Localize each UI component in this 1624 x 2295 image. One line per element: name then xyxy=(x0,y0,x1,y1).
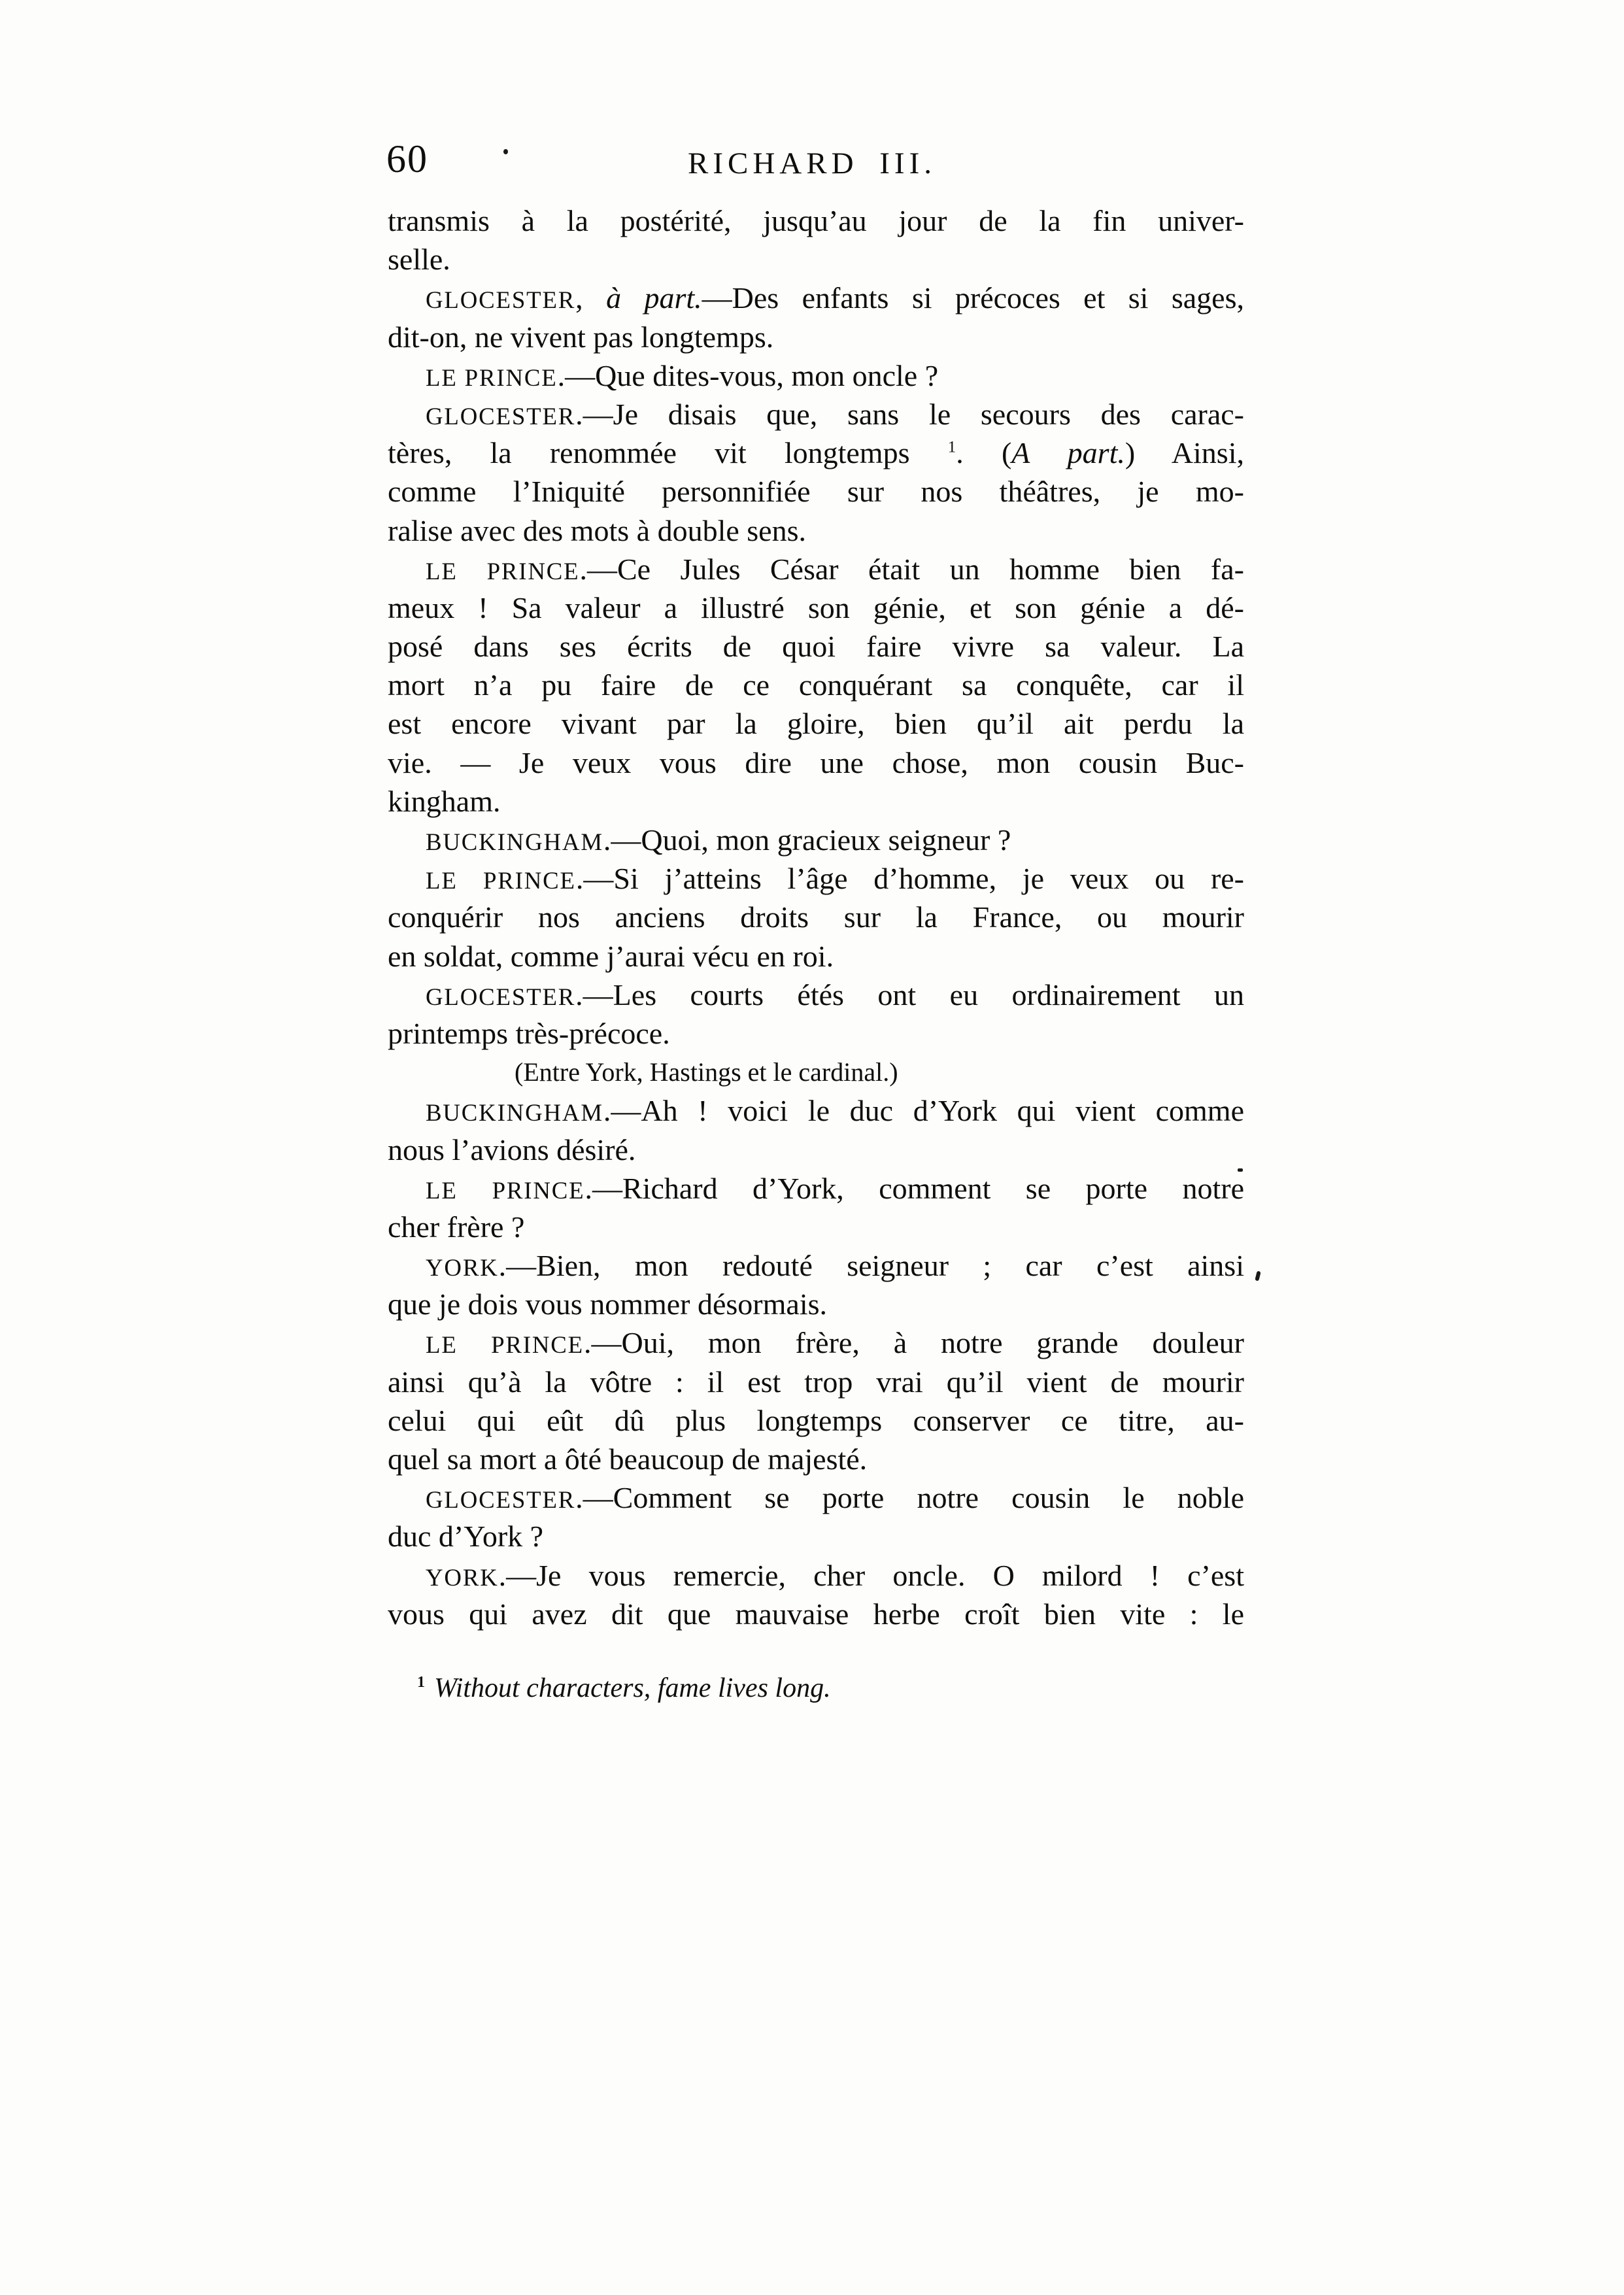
speaker-name: LE PRINCE xyxy=(426,1176,585,1204)
text-line xyxy=(388,201,1244,240)
text-line xyxy=(388,1091,1244,1130)
text-segment: (Entre York, Hastings et le cardinal.) xyxy=(515,1057,898,1087)
text-line xyxy=(388,743,1244,782)
text-segment: .—Si j’atteins l’âge d’homme, je veux ou re- xyxy=(575,862,1244,896)
text-line xyxy=(388,395,1244,434)
footnote xyxy=(417,1671,1254,1705)
text-segment: vous qui avez dit que mauvaise herbe croît bien vite : le xyxy=(388,1597,1244,1631)
speaker-name: BUCKINGHAM xyxy=(426,1099,603,1127)
italic-aside: à part. xyxy=(606,281,702,315)
footnote-reference: 1 xyxy=(947,437,956,456)
text-segment: que je dois vous nommer désormais. xyxy=(388,1287,828,1321)
body-text-column xyxy=(388,201,1244,1633)
text-line xyxy=(388,279,1244,317)
text-line xyxy=(388,704,1244,743)
speaker-name: GLOCESTER xyxy=(426,1486,576,1514)
text-line xyxy=(388,1285,1244,1323)
speaker-name: GLOCESTER xyxy=(426,402,576,430)
text-line xyxy=(388,550,1244,588)
text-segment: printemps très-précoce. xyxy=(388,1016,670,1050)
scan-speck xyxy=(1255,1270,1260,1281)
text-segment: comme l’Iniquité personnifiée sur nos théâtres, je mo- xyxy=(388,475,1244,509)
text-line xyxy=(388,318,1244,356)
text-segment: selle. xyxy=(388,243,450,277)
text-segment: posé dans ses écrits de quoi faire vivre sa valeur. La xyxy=(388,630,1244,664)
page-number: 60 xyxy=(386,137,428,180)
text-segment: .—Que dites-vous, mon oncle ? xyxy=(557,358,939,392)
text-line xyxy=(388,1595,1244,1633)
text-segment: .—Ce Jules César était un homme bien fa- xyxy=(579,552,1244,586)
text-segment: —Des enfants si précoces et si sages, xyxy=(702,281,1244,315)
running-title: RICHARD III. xyxy=(688,146,936,180)
text-line xyxy=(388,1440,1244,1478)
stage-direction-line xyxy=(388,1053,1244,1091)
speaker-name: LE PRINCE xyxy=(426,364,558,391)
text-line xyxy=(388,511,1244,550)
text-segment: .—Quoi, mon gracieux seigneur ? xyxy=(603,823,1011,857)
speaker-name: YORK xyxy=(426,1563,499,1591)
speaker-name: YORK xyxy=(426,1254,499,1282)
speaker-name: LE PRINCE xyxy=(426,867,576,894)
text-line xyxy=(388,240,1244,279)
text-line xyxy=(388,1363,1244,1401)
text-segment: . ( xyxy=(956,436,1012,470)
text-segment: .—Richard d’York, comment se porte notre xyxy=(584,1171,1244,1205)
text-segment: ralise avec des mots à double sens. xyxy=(388,513,806,547)
text-segment: , xyxy=(575,281,607,315)
speaker-name: BUCKINGHAM xyxy=(426,828,603,855)
text-segment: tères, la renommée vit longtemps xyxy=(388,436,948,470)
text-segment: transmis à la postérité, jusqu’au jour de la fin univer- xyxy=(388,204,1244,237)
text-segment: .—Bien, mon redouté seigneur ; car c’est ainsi xyxy=(498,1249,1244,1283)
text-segment: kingham. xyxy=(388,784,501,818)
text-segment: est encore vivant par la gloire, bien qu’il ait perdu la xyxy=(388,707,1244,741)
footnote-marker: 1 xyxy=(417,1674,425,1691)
speaker-name: LE PRINCE xyxy=(426,1331,584,1359)
text-line xyxy=(388,821,1244,859)
text-line xyxy=(388,1556,1244,1595)
text-segment: .—Les courts étés ont eu ordinairement un xyxy=(575,978,1244,1012)
text-segment: dit-on, ne vivent pas longtemps. xyxy=(388,320,774,354)
text-segment: nous l’avions désiré. xyxy=(388,1132,636,1166)
text-line xyxy=(388,434,1244,472)
text-segment: .—Oui, mon frère, à notre grande douleur xyxy=(583,1326,1244,1360)
text-segment: .—Je disais que, sans le secours des carac- xyxy=(575,397,1244,431)
text-line xyxy=(388,1517,1244,1556)
text-segment: .—Je vous remercie, cher oncle. O milord ! c’est xyxy=(498,1558,1244,1592)
text-line xyxy=(388,898,1244,936)
text-line xyxy=(388,1323,1244,1362)
text-segment: duc d’York ? xyxy=(388,1520,544,1554)
text-segment: cher frère ? xyxy=(388,1210,525,1244)
text-line xyxy=(388,1478,1244,1517)
text-segment: celui qui eût dû plus longtemps conserver ce titre, au- xyxy=(388,1403,1244,1437)
text-segment: meux ! Sa valeur a illustré son génie, et son génie a dé- xyxy=(388,590,1244,624)
text-line xyxy=(388,1169,1244,1208)
speaker-name: GLOCESTER xyxy=(426,286,576,314)
text-segment: en soldat, comme j’aurai vécu en roi. xyxy=(388,939,834,973)
text-line xyxy=(388,627,1244,666)
text-segment: mort n’a pu faire de ce conquérant sa conquête, car il xyxy=(388,668,1244,702)
footnote-text: Without characters, fame lives long. xyxy=(434,1673,831,1703)
speaker-name: LE PRINCE xyxy=(426,557,580,585)
text-line xyxy=(388,1208,1244,1246)
text-line xyxy=(388,976,1244,1014)
text-line xyxy=(388,782,1244,821)
text-segment: .—Comment se porte notre cousin le noble xyxy=(575,1481,1244,1515)
text-line xyxy=(388,472,1244,511)
text-line xyxy=(388,859,1244,898)
scan-speck xyxy=(1238,1168,1243,1172)
speaker-name: GLOCESTER xyxy=(426,983,576,1010)
text-line xyxy=(388,1014,1244,1053)
text-segment: ) Ainsi, xyxy=(1125,436,1244,470)
text-line xyxy=(388,588,1244,627)
text-segment: quel sa mort a ôté beaucoup de majesté. xyxy=(388,1442,868,1476)
text-segment: .—Ah ! voici le duc d’York qui vient comme xyxy=(603,1094,1244,1128)
italic-aside: A part. xyxy=(1011,436,1125,470)
scan-speck xyxy=(503,149,508,154)
text-segment: vie. — Je veux vous dire une chose, mon cousin Buc- xyxy=(388,745,1244,779)
text-line xyxy=(388,666,1244,704)
text-segment: ainsi qu’à la vôtre : il est trop vrai qu’il vient de mourir xyxy=(388,1365,1244,1399)
text-line xyxy=(388,1130,1244,1169)
text-line xyxy=(388,1246,1244,1285)
text-line xyxy=(388,937,1244,976)
text-line xyxy=(388,1401,1244,1440)
text-segment: conquérir nos anciens droits sur la France, ou mourir xyxy=(388,900,1244,934)
text-line xyxy=(388,356,1244,395)
